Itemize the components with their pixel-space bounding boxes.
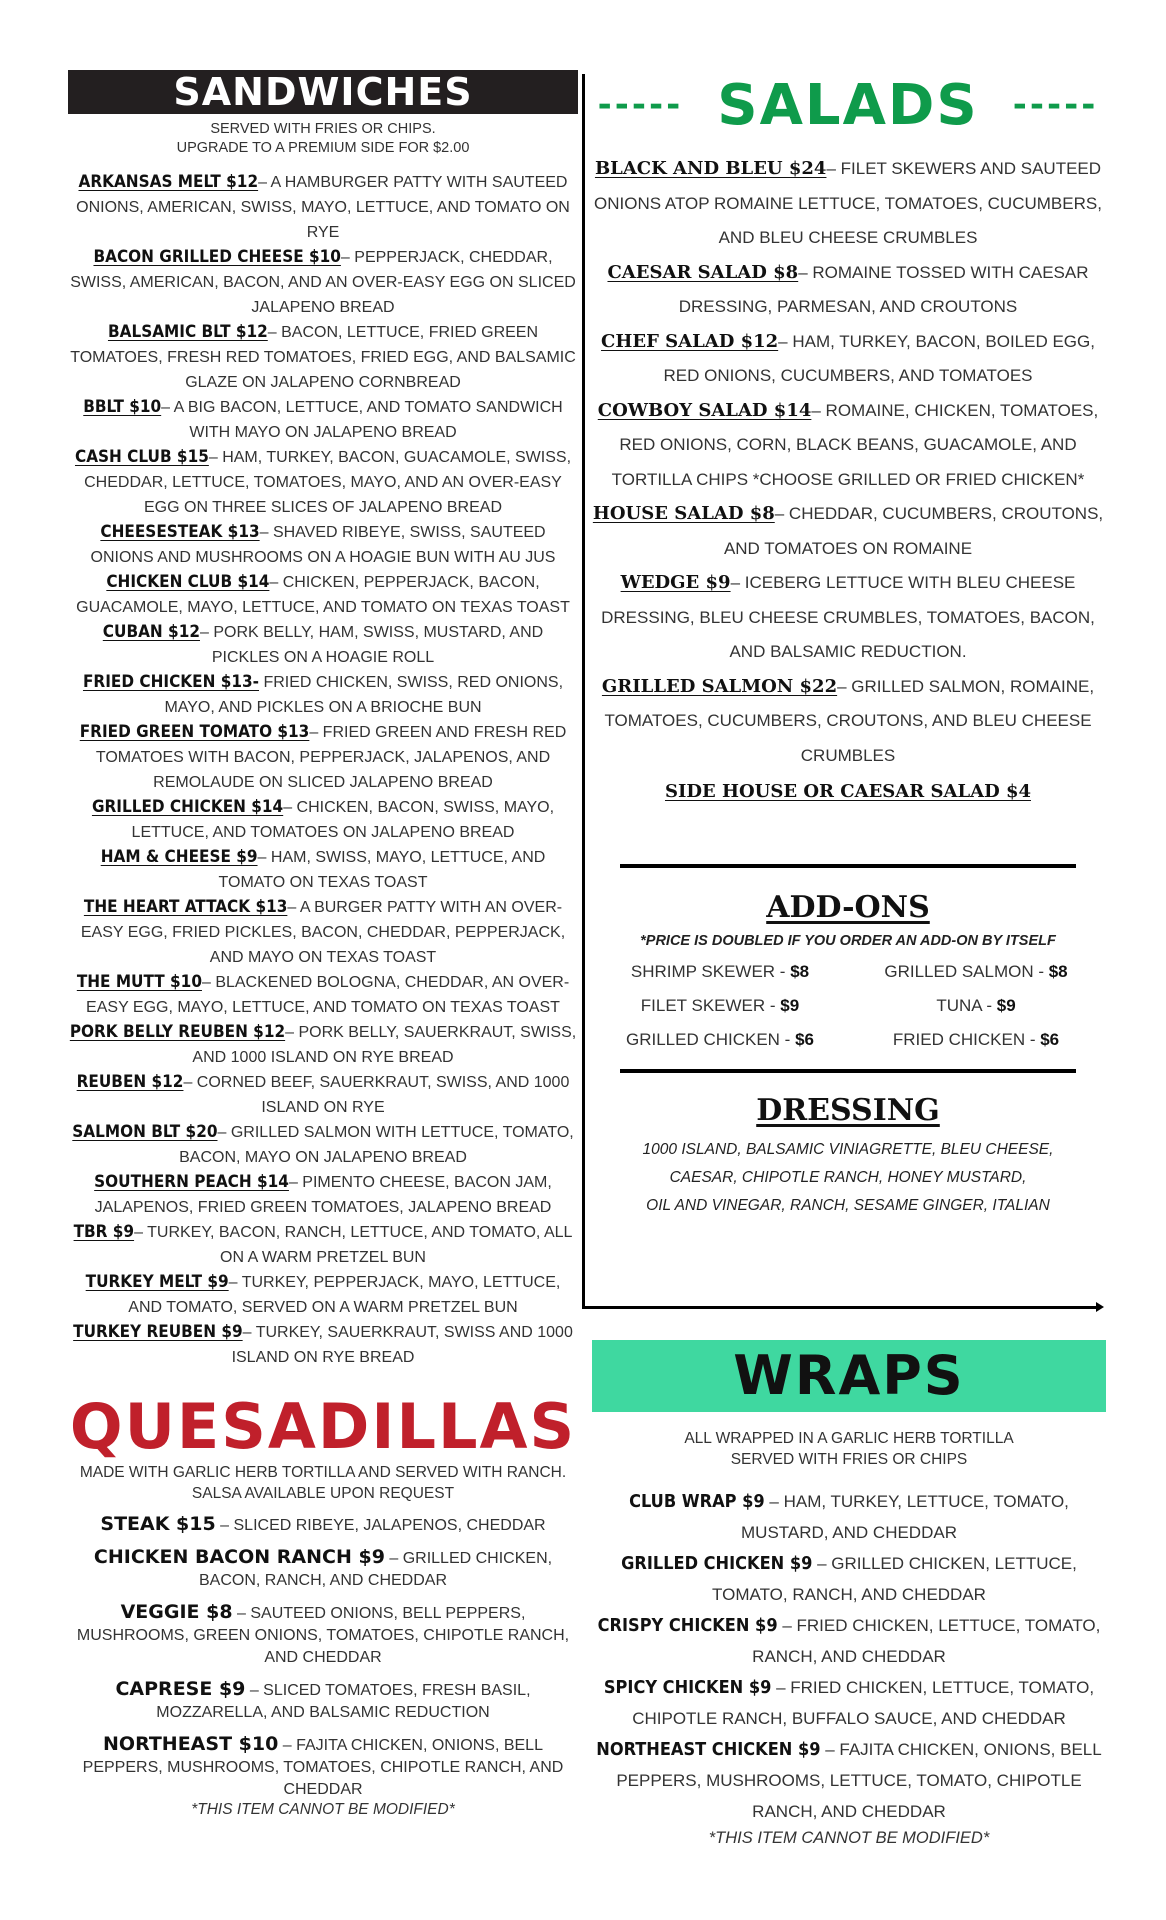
menu-item — [68, 895, 578, 970]
item-name: ARKANSAS MELT $12 — [78, 172, 259, 192]
addon-item — [848, 1023, 1104, 1057]
salads-dash-left: ----- — [597, 85, 684, 125]
menu-item — [68, 620, 578, 670]
item-desc: – PEPPERJACK, CHEDDAR, SWISS, AMERICAN, BACON, AND AN OVER-EASY EGG ON SLICED JALAPENO BREAD — [70, 249, 576, 316]
item-name: REUBEN $12 — [76, 1072, 184, 1092]
menu-item — [68, 720, 578, 795]
item-desc: FRIED CHICKEN, SWISS, RED ONIONS, MAYO, AND PICKLES ON A BRIOCHE BUN — [164, 674, 564, 716]
wraps-section — [592, 1428, 1106, 1848]
addon-price: $8 — [790, 962, 810, 981]
menu-item — [68, 1020, 578, 1070]
menu-item — [68, 970, 578, 1020]
addon-price: $8 — [1048, 962, 1068, 981]
dressing-title: DRESSING — [756, 1093, 940, 1128]
addon-item — [848, 989, 1104, 1023]
item-desc: – HAM, TURKEY, LETTUCE, TOMATO, MUSTARD, AND CHEDDAR — [741, 1492, 1069, 1542]
menu-item — [68, 520, 578, 570]
menu-item — [592, 497, 1104, 566]
item-desc: – FILET SKEWERS AND SAUTEED ONIONS ATOP ROMAINE LETTUCE, TOMATOES, CUCUMBERS, AND BLEU CHEESE CRUMBLES — [594, 159, 1102, 247]
menu-item — [68, 445, 578, 520]
menu-item — [68, 1270, 578, 1320]
wraps-title: WRAPS — [592, 1340, 1106, 1412]
item-name: BALSAMIC BLT $12 — [107, 322, 268, 342]
wraps-subtitle-1: ALL WRAPPED IN A GARLIC HERB TORTILLA — [684, 1430, 1014, 1447]
item-desc: – CHEDDAR, CUCUMBERS, CROUTONS, AND TOMATOES ON ROMAINE — [723, 504, 1104, 558]
addon-price: $9 — [996, 996, 1016, 1015]
sandwiches-title: SANDWICHES — [68, 70, 578, 114]
menu-item — [68, 1601, 578, 1669]
quesadillas-subtitle-1: MADE WITH GARLIC HERB TORTILLA AND SERVED WITH RANCH. — [79, 1464, 567, 1481]
item-name: SPICY CHICKEN $9 — [603, 1677, 772, 1698]
item-desc: – A HAMBURGER PATTY WITH SAUTEED ONIONS, AMERICAN, SWISS, MAYO, LETTUCE, AND TOMATO ON RYE — [76, 174, 570, 241]
item-desc: – GRILLED SALMON, ROMAINE, TOMATOES, CUCUMBERS, CROUTONS, AND BLEU CHEESE CRUMBLES — [604, 676, 1095, 765]
menu-item — [68, 1220, 578, 1270]
item-desc: – GRILLED CHICKEN, BACON, RANCH, AND CHEDDAR — [198, 1550, 553, 1589]
item-name: HAM & CHEESE $9 — [100, 847, 258, 867]
item-desc: – ICEBERG LETTUCE WITH BLEU CHEESE DRESSING, BLEU CHEESE CRUMBLES, TOMATOES, BACON, AND BALSAMIC REDUCTION. — [601, 573, 1095, 661]
item-name: CHICKEN BACON RANCH $9 — [93, 1546, 385, 1568]
item-desc: – TURKEY, SAUERKRAUT, SWISS AND 1000 ISLAND ON RYE BREAD — [231, 1324, 573, 1366]
dressing-line: 1000 ISLAND, BALSAMIC VINIAGRETTE, BLEU CHEESE, — [642, 1141, 1054, 1158]
menu-item — [592, 152, 1104, 256]
item-desc: – SHAVED RIBEYE, SWISS, SAUTEED ONIONS AND MUSHROOMS ON A HOAGIE BUN WITH AU JUS — [90, 524, 556, 566]
section-divider-arrow — [584, 1306, 1098, 1309]
dressing-line: OIL AND VINEGAR, RANCH, SESAME GINGER, ITALIAN — [646, 1197, 1050, 1214]
item-name: THE HEART ATTACK $13 — [83, 897, 288, 917]
item-name: VEGGIE $8 — [120, 1601, 233, 1623]
menu-item — [68, 670, 578, 720]
menu-item — [68, 1546, 578, 1592]
addon-name: TUNA - — [936, 996, 997, 1015]
menu-item — [592, 566, 1104, 670]
item-desc: – TURKEY, PEPPERJACK, MAYO, LETTUCE, AND TOMATO, SERVED ON A WARM PRETZEL BUN — [128, 1274, 561, 1316]
sandwiches-subtitle-2: UPGRADE TO A PREMIUM SIDE FOR $2.00 — [176, 140, 470, 156]
item-desc: – SLICED RIBEYE, JALAPENOS, CHEDDAR — [215, 1517, 546, 1534]
item-name: COWBOY SALAD $14 — [597, 399, 812, 421]
menu-item — [68, 245, 578, 320]
item-desc: – CORNED BEEF, SAUERKRAUT, SWISS, AND 1000 ISLAND ON RYE — [183, 1074, 570, 1116]
addons-rule-top — [620, 864, 1076, 868]
menu-item — [592, 1548, 1106, 1610]
dressing-list — [592, 1136, 1104, 1220]
item-desc: – CHICKEN, PEPPERJACK, BACON, GUACAMOLE, MAYO, LETTUCE, AND TOMATO ON TEXAS TOAST — [76, 574, 570, 616]
item-desc: – TURKEY, BACON, RANCH, LETTUCE, AND TOMATO, ALL ON A WARM PRETZEL BUN — [134, 1224, 573, 1266]
item-desc: – PORK BELLY, HAM, SWISS, MUSTARD, AND PICKLES ON A HOAGIE ROLL — [199, 624, 544, 666]
item-name: CAESAR SALAD $8 — [607, 261, 799, 283]
item-name: FRIED GREEN TOMATO $13 — [79, 722, 310, 742]
addon-price: $6 — [795, 1030, 814, 1049]
addons-note: *PRICE IS DOUBLED IF YOU ORDER AN ADD-ON BY ITSELF — [640, 933, 1056, 949]
menu-item — [68, 1513, 578, 1537]
item-desc: – SAUTEED ONIONS, BELL PEPPERS, MUSHROOMS, GREEN ONIONS, TOMATOES, CHIPOTLE RANCH, AND CHEDDAR — [76, 1605, 570, 1666]
wraps-list — [592, 1486, 1106, 1827]
menu-item — [68, 1120, 578, 1170]
item-name: NORTHEAST CHICKEN $9 — [596, 1739, 821, 1760]
item-desc: – SLICED TOMATOES, FRESH BASIL, MOZZARELLA, AND BALSAMIC REDUCTION — [156, 1682, 531, 1721]
item-desc: – ROMAINE TOSSED WITH CAESAR DRESSING, PARMESAN, AND CROUTONS — [678, 262, 1089, 316]
addon-item — [848, 955, 1104, 989]
addon-item — [592, 955, 848, 989]
menu-item — [68, 845, 578, 895]
menu-item — [68, 1070, 578, 1120]
item-name: CHEF SALAD $12 — [601, 330, 779, 352]
sandwiches-subtitle-1: SERVED WITH FRIES OR CHIPS. — [210, 121, 436, 137]
item-desc: – BLACKENED BOLOGNA, CHEDDAR, AN OVER-EASY EGG, MAYO, LETTUCE, AND TOMATO ON TEXAS TOAST — [86, 974, 570, 1016]
addon-price: $6 — [1040, 1030, 1060, 1049]
addon-name: GRILLED CHICKEN - — [625, 1030, 796, 1049]
salads-title: SALADS — [717, 72, 979, 138]
item-desc: – PIMENTO CHEESE, BACON JAM, JALAPENOS, FRIED GREEN TOMATOES, JALAPENO BREAD — [94, 1174, 552, 1216]
item-desc: – A BURGER PATTY WITH AN OVER-EASY EGG, FRIED PICKLES, BACON, CHEDDAR, PEPPERJACK, AND MAYO ON TEXAS TOAST — [80, 899, 566, 966]
quesadillas-title: QUESADILLAS — [69, 1390, 577, 1463]
salads-list — [592, 152, 1104, 773]
item-name: GRILLED SALMON $22 — [601, 675, 838, 697]
menu-item — [592, 394, 1104, 498]
item-name: CAPRESE $9 — [115, 1678, 246, 1700]
wraps-subtitle-2: SERVED WITH FRIES OR CHIPS — [730, 1451, 968, 1468]
wraps-note: *THIS ITEM CANNOT BE MODIFIED* — [708, 1829, 990, 1847]
item-desc: – GRILLED CHICKEN, LETTUCE, TOMATO, RANCH, AND CHEDDAR — [712, 1554, 1077, 1604]
addon-name: SHRIMP SKEWER - — [630, 962, 791, 981]
menu-item — [68, 1678, 578, 1724]
menu-item — [68, 1733, 578, 1801]
addons-grid — [592, 955, 1104, 1057]
quesadillas-subtitle-2: SALSA AVAILABLE UPON REQUEST — [191, 1485, 455, 1502]
menu-item — [68, 1170, 578, 1220]
menu-item — [68, 170, 578, 245]
menu-item — [592, 325, 1104, 394]
addons-rule-bottom — [620, 1069, 1076, 1073]
item-desc: – HAM, TURKEY, BACON, BOILED EGG, RED ONIONS, CUCUMBERS, AND TOMATOES — [663, 331, 1095, 385]
item-name: STEAK $15 — [100, 1513, 216, 1535]
item-desc: – HAM, TURKEY, BACON, GUACAMOLE, SWISS, CHEDDAR, LETTUCE, TOMATOES, MAYO, AND AN OVER-EASY EGG ON THREE SLICES OF JALAPENO BREAD — [84, 449, 572, 516]
item-name: BLACK AND BLEU $24 — [594, 158, 827, 179]
item-desc: – ROMAINE, CHICKEN, TOMATOES, RED ONIONS, CORN, BLACK BEANS, GUACAMOLE, AND TORTILLA CHIPS *CHOOSE GRILLED OR FRIED CHICKEN* — [611, 400, 1099, 489]
item-name: WEDGE $9 — [620, 572, 731, 593]
dressing-line: CAESAR, CHIPOTLE RANCH, HONEY MUSTARD, — [669, 1169, 1027, 1186]
addon-name: GRILLED SALMON - — [884, 962, 1049, 981]
item-name: FRIED CHICKEN $13- — [82, 672, 259, 692]
left-column — [68, 70, 578, 1819]
menu-item — [592, 1734, 1106, 1827]
item-name: CASH CLUB $15 — [74, 447, 209, 467]
salads-header — [592, 70, 1104, 140]
menu-item — [68, 320, 578, 395]
item-desc: – FAJITA CHICKEN, ONIONS, BELL PEPPERS, MUSHROOMS, LETTUCE, TOMATO, CHIPOTLE RANCH, AND CHEDDAR — [616, 1740, 1102, 1821]
item-desc: – BACON, LETTUCE, FRIED GREEN TOMATOES, FRESH RED TOMATOES, FRIED EGG, AND BALSAMIC GLAZE ON JALAPENO CORNBREAD — [70, 324, 576, 391]
menu-item — [592, 1610, 1106, 1672]
item-name: CHICKEN CLUB $14 — [106, 572, 270, 592]
side-salad-line: SIDE HOUSE OR CAESAR SALAD $4 — [664, 781, 1031, 802]
salads-dash-right: ----- — [1012, 85, 1099, 125]
item-desc: – HAM, SWISS, MAYO, LETTUCE, AND TOMATO ON TEXAS TOAST — [218, 849, 546, 891]
item-name: HOUSE SALAD $8 — [592, 503, 775, 524]
menu-item — [592, 1672, 1106, 1734]
item-desc: – PORK BELLY, SAUERKRAUT, SWISS, AND 1000 ISLAND ON RYE BREAD — [192, 1024, 577, 1066]
item-name: PORK BELLY REUBEN $12 — [69, 1022, 286, 1042]
item-desc: – FRIED CHICKEN, LETTUCE, TOMATO, RANCH, AND CHEDDAR — [752, 1616, 1101, 1666]
item-name: CUBAN $12 — [102, 622, 200, 642]
item-name: THE MUTT $10 — [76, 972, 202, 992]
item-name: TURKEY MELT $9 — [85, 1272, 229, 1292]
item-name: NORTHEAST $10 — [103, 1733, 279, 1755]
item-name: CHEESESTEAK $13 — [100, 522, 260, 542]
item-desc: – GRILLED SALMON WITH LETTUCE, TOMATO, BACON, MAYO ON JALAPENO BREAD — [179, 1124, 574, 1166]
item-name: CRISPY CHICKEN $9 — [597, 1615, 778, 1636]
item-desc: – FRIED CHICKEN, LETTUCE, TOMATO, CHIPOTLE RANCH, BUFFALO SAUCE, AND CHEDDAR — [632, 1678, 1095, 1728]
column-divider — [582, 74, 585, 1309]
menu-item — [68, 570, 578, 620]
item-desc: – A BIG BACON, LETTUCE, AND TOMATO SANDWICH WITH MAYO ON JALAPENO BREAD — [161, 399, 563, 441]
addons-title: ADD-ONS — [766, 890, 930, 925]
item-name: SALMON BLT $20 — [72, 1122, 218, 1142]
item-desc: – FAJITA CHICKEN, ONIONS, BELL PEPPERS, MUSHROOMS, TOMATOES, CHIPOTLE RANCH, AND CHEDDAR — [82, 1737, 564, 1798]
item-name: TBR $9 — [73, 1222, 135, 1242]
addon-item — [592, 989, 848, 1023]
menu-item — [68, 395, 578, 445]
menu-item — [68, 795, 578, 845]
quesadillas-list — [68, 1513, 578, 1801]
item-name: BBLT $10 — [83, 397, 162, 417]
addon-price: $9 — [780, 996, 800, 1015]
item-name: GRILLED CHICKEN $9 — [621, 1553, 813, 1574]
quesadillas-note: *THIS ITEM CANNOT BE MODIFIED* — [191, 1801, 455, 1818]
item-desc: – CHICKEN, BACON, SWISS, MAYO, LETTUCE, AND TOMATOES ON JALAPENO BREAD — [131, 799, 555, 841]
right-column — [592, 70, 1104, 1220]
menu-item — [68, 1320, 578, 1370]
item-name: GRILLED CHICKEN $14 — [91, 797, 284, 817]
sandwiches-list — [68, 170, 578, 1370]
menu-item — [592, 670, 1104, 774]
menu-item — [592, 1486, 1106, 1548]
menu-item — [592, 256, 1104, 325]
addon-name: FRIED CHICKEN - — [892, 1030, 1041, 1049]
item-name: BACON GRILLED CHEESE $10 — [93, 247, 341, 267]
addon-item — [592, 1023, 848, 1057]
item-name: TURKEY REUBEN $9 — [73, 1322, 243, 1342]
item-desc: – FRIED GREEN AND FRESH RED TOMATOES WITH BACON, PEPPERJACK, JALAPENOS, AND REMOLAUDE ON SLICED JALAPENO BREAD — [95, 724, 567, 791]
addon-name: FILET SKEWER - — [640, 996, 781, 1015]
item-name: SOUTHERN PEACH $14 — [94, 1172, 289, 1192]
item-name: CLUB WRAP $9 — [629, 1491, 765, 1512]
